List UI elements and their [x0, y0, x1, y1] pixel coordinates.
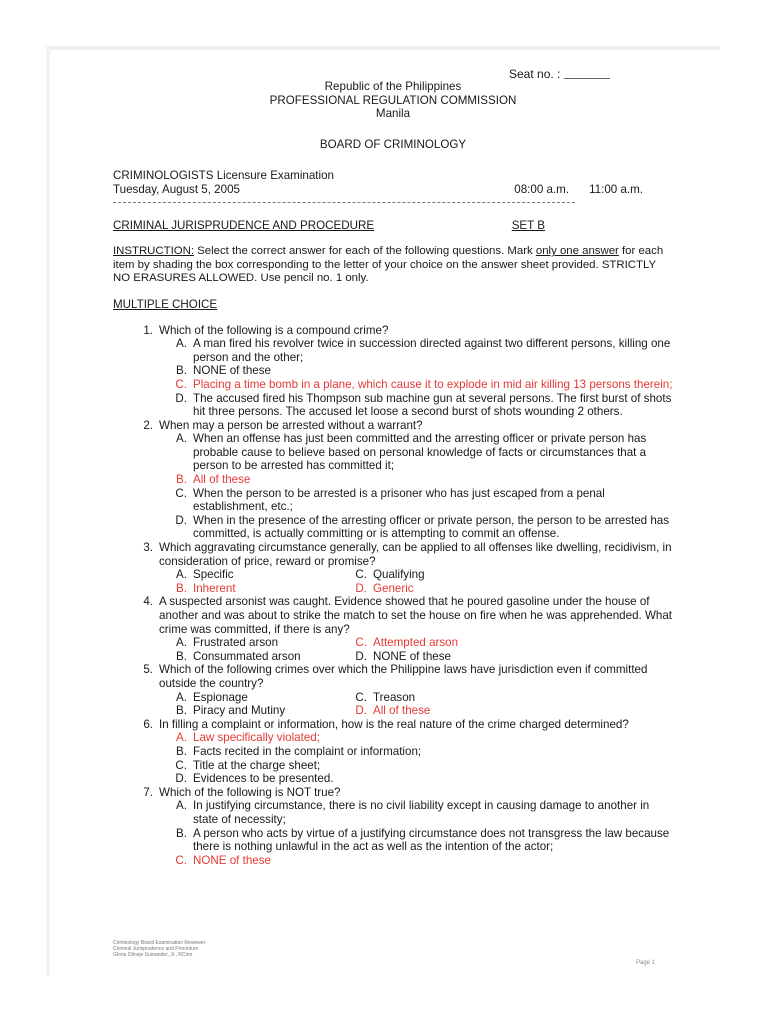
option-text: A man fired his revolver twice in succession directed against two different persons, killing one person and the other; [193, 337, 671, 364]
option-letter: D. [355, 581, 367, 595]
question-number: 6. [143, 717, 153, 731]
option-text: Frustrated arson [193, 636, 279, 650]
option-letter: B. [176, 581, 187, 595]
instruction-label: INSTRUCTION: [113, 245, 194, 258]
option-letter: D. [175, 513, 187, 527]
answer-option [113, 432, 673, 473]
option-letter: C. [355, 568, 367, 582]
instruction-text-2: for each item by shading the box corresponding to the letter of your choice on the answer sheet provided. STRICTLY NO ERASURES ALLOWED. Use pencil no. 1 only. [113, 245, 664, 285]
instruction-text-1: Select the correct answer for each of the following questions. Mark [194, 245, 536, 258]
question-5 [113, 663, 673, 690]
option-text: Facts recited in the complaint or information; [193, 744, 422, 758]
page-top-edge [48, 46, 720, 50]
seat-number [509, 68, 610, 82]
option-letter: A. [176, 690, 187, 704]
option-text: Generic [373, 581, 414, 595]
option-text: Consummated arson [193, 649, 301, 663]
exam-time-start: 08:00 a.m. [514, 182, 570, 196]
option-letter: B. [176, 744, 187, 758]
footer [113, 940, 205, 958]
answer-option [113, 473, 673, 487]
option-letter: A. [176, 568, 187, 582]
seat-label: Seat no. : [509, 67, 561, 81]
option-letter: C. [175, 758, 187, 772]
question-2 [113, 419, 673, 433]
answer-option [113, 337, 673, 364]
answer-option [349, 582, 549, 596]
header-line-3: Manila [375, 107, 411, 121]
page-number: Page 1 [636, 960, 656, 966]
option-letter: B. [176, 649, 187, 663]
option-letter: D. [355, 704, 367, 718]
question-text: Which aggravating circumstance generally, can be applied to all offenses like dwelling, recidivism, in consideration of price, reward or promise? [159, 541, 672, 568]
option-letter: A. [176, 337, 187, 351]
question-4 [113, 595, 673, 636]
answer-option [113, 854, 673, 868]
answer-option [113, 799, 673, 826]
answer-option-grid [113, 691, 673, 718]
exam-time-end: 11:00 a.m. [589, 182, 643, 196]
option-text: A person who acts by virtue of a justifying circumstance does not transgress the law because there is nothing unlawful in the act as well as the intention of the actor; [193, 826, 670, 854]
answer-option [169, 650, 349, 664]
answer-option [113, 487, 673, 514]
option-letter: C. [355, 690, 367, 704]
question-text: Which of the following crimes over which the Philippine laws have jurisdiction even if committed outside the country? [159, 663, 648, 690]
option-text: Title at the charge sheet; [193, 758, 321, 772]
answer-option [113, 364, 673, 378]
exam-date: Tuesday, August 5, 2005 [113, 182, 240, 196]
option-text: In justifying circumstance, there is no civil liability except in causing damage to another in state of necessity; [193, 799, 650, 826]
footer-line-1: Criminology Board Examination Reviewer [113, 940, 206, 946]
set-label: SET B [511, 218, 545, 232]
option-letter: B. [176, 473, 187, 487]
option-letter: A. [176, 799, 187, 813]
answer-option [349, 691, 549, 705]
question-number: 2. [143, 418, 153, 432]
instruction-emphasis: only one answer [535, 245, 619, 258]
option-text: When the person to be arrested is a prisoner who has just escaped from a penal establishment, etc.; [193, 486, 605, 514]
answer-option [113, 827, 673, 854]
exam-sheet [113, 66, 673, 867]
option-letter: A. [176, 731, 187, 745]
question-number: 7. [143, 785, 153, 799]
option-text: NONE of these [193, 853, 271, 867]
option-letter: C. [175, 853, 187, 867]
option-text: Evidences to be presented. [193, 772, 334, 786]
header-line-1: Republic of the Philippines [324, 80, 462, 93]
option-text: Placing a time bomb in a plane, which cause it to explode in mid air killing 13 persons therein; [193, 377, 673, 391]
board-name: BOARD OF CRIMINOLOGY [319, 137, 467, 151]
option-text: Piracy and Mutiny [193, 704, 286, 718]
option-text: Attempted arson [373, 636, 459, 650]
dashed-divider [113, 197, 575, 203]
option-letter: A. [176, 432, 187, 446]
option-letter: A. [176, 636, 187, 650]
question-number: 3. [143, 541, 153, 555]
option-text: When an offense has just been committed and the arresting officer or private person has probable cause to believe based on personal knowledge of facts or circumstances that a person to be arrested has committed it; [193, 432, 647, 473]
header-line-2: PROFESSIONAL REGULATION COMMISSION [269, 93, 517, 107]
answer-option [169, 691, 349, 705]
answer-option [113, 745, 673, 759]
question-text: In filling a complaint or information, how is the real nature of the crime charged determined? [159, 717, 629, 731]
answer-option [349, 636, 549, 650]
question-6 [113, 718, 673, 732]
answer-option [113, 378, 673, 392]
question-number: 4. [143, 595, 153, 609]
option-text: Specific [193, 568, 234, 582]
page-left-edge [46, 46, 50, 976]
option-letter: C. [175, 486, 187, 500]
question-text: When may a person be arrested without a warrant? [159, 418, 423, 432]
question-list [113, 324, 673, 868]
option-text: The accused fired his Thompson sub machine gun at several persons. The first burst of shots hit three persons. The accused let loose a second burst of shots wounding 2 others. [193, 391, 672, 419]
option-text: All of these [373, 704, 431, 718]
option-letter: D. [175, 391, 187, 405]
question-number: 1. [143, 323, 153, 337]
option-text: Qualifying [373, 568, 425, 582]
option-letter: B. [176, 364, 187, 378]
option-text: When in the presence of the arresting officer or private person, the person to be arrested has committed, is actually committing or is attempting to commit an offense. [193, 513, 670, 541]
answer-option [349, 704, 549, 718]
answer-option [113, 392, 673, 419]
option-letter: B. [176, 826, 187, 840]
instruction-paragraph [113, 245, 673, 286]
footer-line-2: Criminal Jurisprudence and Procedure [113, 946, 199, 952]
answer-option [113, 731, 673, 745]
option-text: All of these [193, 473, 251, 487]
exam-title: CRIMINOLOGISTS Licensure Examination [113, 169, 335, 183]
answer-option [169, 704, 349, 718]
option-letter: D. [175, 772, 187, 786]
subject-title: CRIMINAL JURISPRUDENCE AND PROCEDURE [113, 218, 375, 232]
answer-option [169, 582, 349, 596]
footer-line-3: Gloria Olinejo Sumander, Jr., RCrim [113, 952, 193, 958]
answer-option [349, 568, 549, 582]
question-number: 5. [143, 663, 153, 677]
answer-option [113, 514, 673, 541]
question-7 [113, 786, 673, 800]
subject-row [113, 219, 545, 233]
answer-option [169, 568, 349, 582]
question-text: A suspected arsonist was caught. Evidence showed that he poured gasoline under the house of another and was about to strike the match to set the house on fire when he was apprehended. What crime was committed, if there is any? [159, 595, 673, 636]
section-heading: MULTIPLE CHOICE [113, 297, 218, 311]
option-letter: C. [175, 377, 187, 391]
question-1 [113, 324, 673, 338]
option-text: NONE of these [373, 649, 451, 663]
option-text: Inherent [193, 581, 236, 595]
question-text: Which of the following is a compound crime? [159, 323, 389, 337]
seat-blank [564, 78, 610, 79]
option-text: NONE of these [193, 364, 271, 378]
answer-option-grid [113, 636, 673, 663]
exam-date-row [113, 183, 673, 197]
option-text: Law specifically violated; [193, 731, 320, 745]
option-letter: C. [355, 636, 367, 650]
option-text: Treason [373, 690, 416, 704]
option-text: Espionage [193, 690, 248, 704]
answer-option-grid [113, 568, 673, 595]
answer-option [113, 772, 673, 786]
answer-option [113, 759, 673, 773]
question-text: Which of the following is NOT true? [159, 785, 341, 799]
answer-option [169, 636, 349, 650]
option-letter: D. [355, 649, 367, 663]
answer-option [349, 650, 549, 664]
question-3 [113, 541, 673, 568]
option-letter: B. [176, 704, 187, 718]
